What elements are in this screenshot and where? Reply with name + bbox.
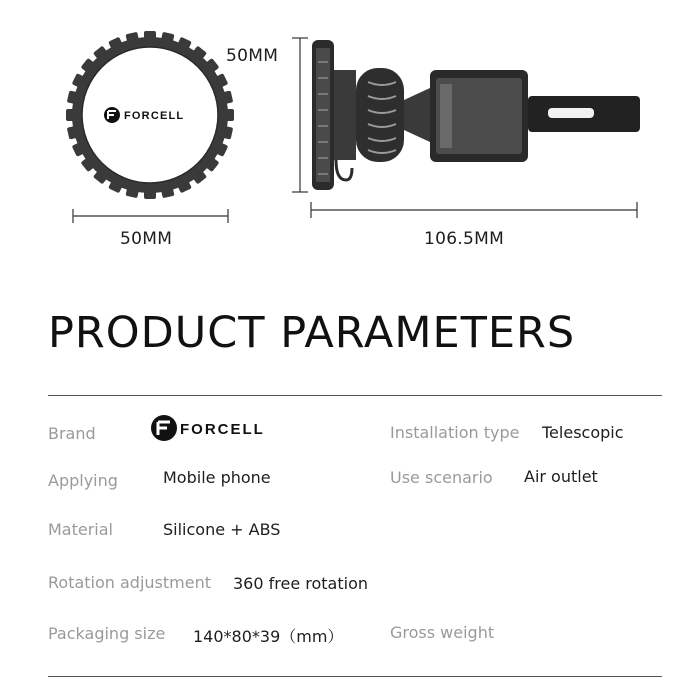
- front-forcell-logo: [104, 107, 184, 123]
- front-logo-text: FORCELL: [124, 110, 185, 122]
- brand-logo-text: FORCELL: [180, 421, 265, 438]
- front-height-label: 50MM: [226, 46, 279, 66]
- rotation-adjustment-label: Rotation adjustment: [48, 573, 211, 592]
- applying-label: Applying: [48, 471, 118, 490]
- section-divider-top: [48, 395, 662, 396]
- brand-logo: [150, 413, 300, 448]
- front-width-label: 50MM: [120, 229, 173, 249]
- front-height-dimension: [292, 38, 308, 192]
- material-value: Silicone + ABS: [163, 520, 281, 539]
- rotation-adjustment-value: 360 free rotation: [233, 574, 368, 593]
- side-length-label: 106.5MM: [424, 229, 505, 249]
- front-view-mount: [66, 31, 234, 199]
- gross-weight-label: Gross weight: [390, 623, 495, 642]
- brand-label: Brand: [48, 424, 96, 443]
- side-length-dimension: [311, 202, 637, 218]
- packaging-size-label: Packaging size: [48, 624, 166, 643]
- side-view-mount: [312, 40, 640, 190]
- installation-type-value: Telescopic: [542, 423, 624, 442]
- use-scenario-label: Use scenario: [390, 468, 493, 487]
- front-width-dimension: [73, 209, 228, 223]
- section-divider-bottom: [48, 676, 662, 677]
- packaging-size-value: 140*80*39（mm）: [193, 627, 344, 646]
- applying-value: Mobile phone: [163, 468, 271, 487]
- material-label: Material: [48, 520, 113, 539]
- product-diagram: [0, 0, 700, 300]
- installation-type-label: Installation type: [390, 423, 520, 442]
- page-title: PRODUCT PARAMETERS: [48, 308, 576, 358]
- use-scenario-value: Air outlet: [524, 467, 598, 486]
